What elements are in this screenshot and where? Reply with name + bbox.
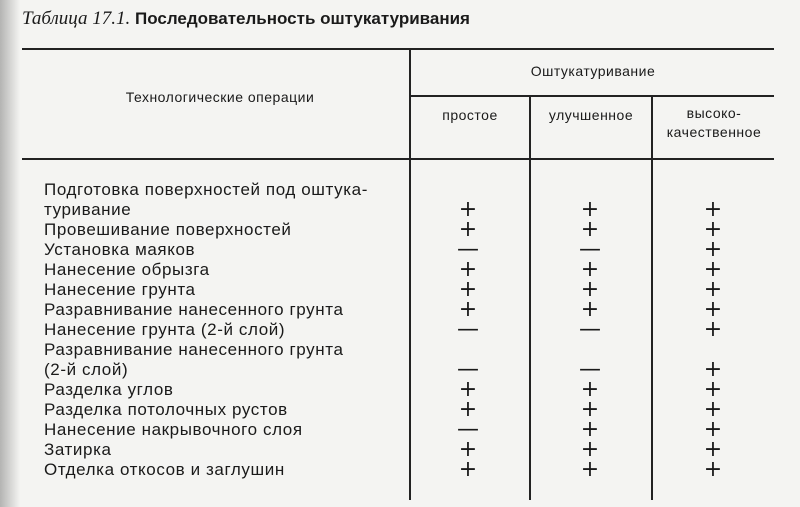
operation-label: Нанесение грунта (2-й слой) <box>44 320 286 339</box>
table-title: Последовательность оштукатуривания <box>134 9 470 28</box>
operation-label: (2-й слой) <box>44 360 129 379</box>
plus-mark: + <box>703 217 723 242</box>
plus-mark: + <box>703 357 723 382</box>
plus-mark: + <box>580 277 600 302</box>
plus-mark: + <box>703 197 723 222</box>
plus-mark: + <box>458 397 478 422</box>
table-caption <box>22 8 470 30</box>
dash-mark: — <box>457 417 479 442</box>
plus-mark: + <box>458 257 478 282</box>
operation-label: туривание <box>44 200 132 219</box>
dash-mark: — <box>579 237 601 262</box>
plus-mark: + <box>458 277 478 302</box>
column-divider-3 <box>651 95 653 500</box>
plus-mark: + <box>458 377 478 402</box>
header-simple: простое <box>442 107 498 123</box>
dash-mark: — <box>457 357 479 382</box>
header-high-quality <box>654 104 774 142</box>
subheader-rule <box>410 95 774 97</box>
plus-mark: + <box>458 197 478 222</box>
plus-mark: + <box>580 437 600 462</box>
plus-mark: + <box>580 457 600 482</box>
plus-mark: + <box>703 277 723 302</box>
plus-mark: + <box>580 297 600 322</box>
operation-label: Разделка потолочных рустов <box>44 400 288 419</box>
plus-mark: + <box>580 217 600 242</box>
plus-mark: + <box>703 317 723 342</box>
plus-mark: + <box>703 297 723 322</box>
dash-mark: — <box>579 357 601 382</box>
operation-label: Провешивание поверхностей <box>44 220 292 239</box>
plus-mark: + <box>703 437 723 462</box>
operation-label: Нанесение обрызга <box>44 260 210 279</box>
column-divider-2 <box>529 95 531 500</box>
plus-mark: + <box>580 397 600 422</box>
operation-label: Установка маяков <box>44 240 196 259</box>
operation-label: Нанесение накрывочного слоя <box>44 420 303 439</box>
plus-mark: + <box>580 417 600 442</box>
operation-label: Подготовка поверхностей под оштука- <box>44 180 368 199</box>
header-high-quality-line2: качественное <box>666 124 762 140</box>
plus-mark: + <box>703 237 723 262</box>
header-bottom-rule <box>22 158 774 160</box>
header-high-quality-line1: высоко- <box>686 105 742 121</box>
plus-mark: + <box>580 257 600 282</box>
table-number: Таблица 17.1. <box>22 8 131 29</box>
plus-mark: + <box>703 377 723 402</box>
plus-mark: + <box>703 257 723 282</box>
operation-label: Нанесение грунта <box>44 280 196 299</box>
header-plastering-group: Оштукатуривание <box>530 63 656 79</box>
operation-label: Затирка <box>44 440 112 459</box>
dash-mark: — <box>457 317 479 342</box>
plus-mark: + <box>458 457 478 482</box>
page-binding-shadow <box>0 0 20 507</box>
plus-mark: + <box>458 217 478 242</box>
plus-mark: + <box>458 437 478 462</box>
operation-label: Отделка откосов и заглушин <box>44 460 285 479</box>
plus-mark: + <box>703 457 723 482</box>
plus-mark: + <box>703 417 723 442</box>
dash-mark: — <box>579 317 601 342</box>
header-improved: улучшенное <box>548 107 634 123</box>
operation-label: Разделка углов <box>44 380 174 399</box>
table-top-rule <box>22 48 774 50</box>
dash-mark: — <box>457 237 479 262</box>
plus-mark: + <box>580 197 600 222</box>
header-operations: Технологические операции <box>125 89 315 105</box>
column-divider-1 <box>409 48 411 500</box>
operation-label: Разравнивание нанесенного грунта <box>44 300 344 319</box>
plus-mark: + <box>580 377 600 402</box>
plus-mark: + <box>458 297 478 322</box>
operation-label: Разравнивание нанесенного грунта <box>44 340 344 359</box>
plus-mark: + <box>703 397 723 422</box>
